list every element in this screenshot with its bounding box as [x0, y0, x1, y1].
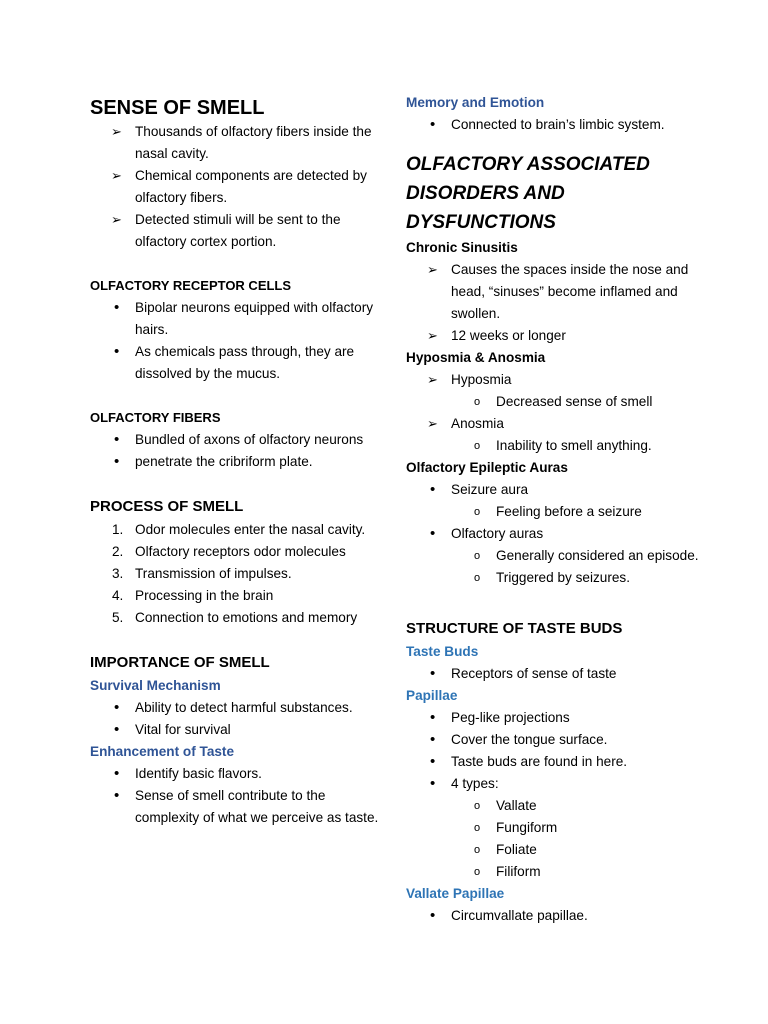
- arrow-bullet-icon: ➢: [111, 212, 122, 227]
- circle-bullet-icon: o: [474, 440, 481, 452]
- list-item: o Foliate: [406, 839, 706, 861]
- list-item: o Generally considered an episode.: [406, 545, 706, 567]
- list-item: ➢ Thousands of olfactory fibers inside the nasal cavity.: [90, 121, 380, 165]
- bullet-icon: •: [430, 116, 436, 133]
- bullet-icon: •: [114, 453, 120, 470]
- list-item: 4. Processing in the brain: [112, 588, 274, 603]
- survival-mechanism-subheading: Survival Mechanism: [90, 678, 221, 693]
- enhancement-of-taste-list: [90, 763, 380, 829]
- list-item: • Taste buds are found in here.: [406, 751, 706, 773]
- list-item: • Receptors of sense of taste: [406, 663, 706, 685]
- list-item: ➢ 12 weeks or longer: [406, 325, 706, 347]
- list-item: ➢ Hyposmia: [406, 369, 706, 391]
- taste-buds-list: [406, 663, 706, 685]
- list-item: ➢ Anosmia: [406, 413, 706, 435]
- disorders-heading: OLFACTORY ASSOCIATED DISORDERS AND DYSFUNCTIONS: [406, 154, 650, 233]
- arrow-bullet-icon: ➢: [427, 262, 438, 277]
- survival-mechanism-list: [90, 697, 380, 741]
- bullet-icon: •: [430, 775, 436, 792]
- list-item: ➢ Chemical components are detected by olfactory fibers.: [90, 165, 380, 209]
- list-item: 5. Connection to emotions and memory: [112, 610, 358, 625]
- memory-emotion-list: [406, 114, 706, 136]
- taste-buds-structure-heading: STRUCTURE OF TASTE BUDS: [406, 620, 623, 637]
- circle-bullet-icon: o: [474, 822, 481, 834]
- list-item: o Decreased sense of smell: [406, 391, 706, 413]
- circle-bullet-icon: o: [474, 866, 481, 878]
- list-item: • Connected to brain’s limbic system.: [406, 114, 706, 136]
- chronic-sinusitis-heading: Chronic Sinusitis: [406, 240, 518, 255]
- memory-emotion-subheading: Memory and Emotion: [406, 95, 545, 110]
- circle-bullet-icon: o: [474, 396, 481, 408]
- list-item: ➢ Detected stimuli will be sent to the olfactory cortex portion.: [90, 209, 380, 253]
- list-item: o Inability to smell anything.: [406, 435, 706, 457]
- enhancement-of-taste-subheading: Enhancement of Taste: [90, 744, 235, 759]
- hyposmia-anosmia-heading: Hyposmia & Anosmia: [406, 350, 546, 365]
- process-of-smell-heading: PROCESS OF SMELL: [90, 498, 244, 515]
- receptor-cells-heading: OLFACTORY RECEPTOR CELLS: [90, 278, 292, 293]
- papillae-subheading: Papillae: [406, 688, 458, 703]
- chronic-sinusitis-list: [406, 259, 706, 347]
- list-item: • Ability to detect harmful substances.: [90, 697, 380, 719]
- receptor-cells-list: [90, 297, 380, 385]
- arrow-bullet-icon: ➢: [427, 328, 438, 343]
- right-column: [406, 0, 706, 927]
- circle-bullet-icon: o: [474, 550, 481, 562]
- epileptic-auras-list: [406, 479, 706, 589]
- circle-bullet-icon: o: [474, 800, 481, 812]
- olfactory-fibers-list: [90, 429, 380, 473]
- list-item: 2. Olfactory receptors odor molecules: [112, 544, 346, 559]
- importance-of-smell-heading: IMPORTANCE OF SMELL: [90, 654, 270, 671]
- list-item: • Bipolar neurons equipped with olfactory hairs.: [114, 299, 374, 337]
- hyposmia-anosmia-list: [406, 369, 706, 457]
- bullet-icon: •: [430, 731, 436, 748]
- process-of-smell-list: [90, 519, 380, 629]
- list-item: o Vallate: [406, 795, 706, 817]
- olfactory-fibers-heading: OLFACTORY FIBERS: [90, 410, 221, 425]
- bullet-icon: •: [114, 299, 120, 316]
- bullet-icon: •: [430, 481, 436, 498]
- list-item: • Seizure aura: [406, 479, 706, 501]
- vallate-papillae-subheading: Vallate Papillae: [406, 886, 505, 901]
- papillae-list: [406, 707, 706, 883]
- list-item: • Bundled of axons of olfactory neurons: [90, 429, 380, 451]
- epileptic-auras-heading: Olfactory Epileptic Auras: [406, 460, 568, 475]
- bullet-icon: •: [114, 431, 120, 448]
- list-item: o Feeling before a seizure: [406, 501, 706, 523]
- list-item: o Filiform: [406, 861, 706, 883]
- list-item: • penetrate the cribriform plate.: [90, 451, 380, 473]
- list-item: 3. Transmission of impulses.: [112, 566, 292, 581]
- list-item: • 4 types:: [406, 773, 706, 795]
- bullet-icon: •: [114, 343, 120, 360]
- bullet-icon: •: [430, 665, 436, 682]
- circle-bullet-icon: o: [474, 506, 481, 518]
- bullet-icon: •: [430, 907, 436, 924]
- taste-buds-subheading: Taste Buds: [406, 644, 479, 659]
- arrow-bullet-icon: ➢: [111, 124, 122, 139]
- list-item: • As chemicals pass through, they are dissolved by the mucus.: [114, 343, 355, 381]
- left-column: [90, 0, 380, 829]
- arrow-bullet-icon: ➢: [427, 416, 438, 431]
- bullet-icon: •: [114, 699, 120, 716]
- arrow-bullet-icon: ➢: [427, 372, 438, 387]
- bullet-icon: •: [114, 787, 120, 804]
- list-item: • Vital for survival: [90, 719, 380, 741]
- vallate-papillae-list: [406, 905, 706, 927]
- list-item: • Olfactory auras: [406, 523, 706, 545]
- circle-bullet-icon: o: [474, 844, 481, 856]
- list-item: 1. Odor molecules enter the nasal cavity.: [112, 522, 366, 537]
- bullet-icon: •: [430, 525, 436, 542]
- list-item: • Circumvallate papillae.: [406, 905, 706, 927]
- list-item: o Triggered by seizures.: [406, 567, 706, 589]
- list-item: ➢ Causes the spaces inside the nose and head, “sinuses” become inflamed and swollen.: [406, 259, 706, 325]
- list-item: o Fungiform: [406, 817, 706, 839]
- bullet-icon: •: [430, 753, 436, 770]
- sense-of-smell-heading: SENSE OF SMELL: [90, 97, 265, 119]
- bullet-icon: •: [114, 765, 120, 782]
- list-item: • Cover the tongue surface.: [406, 729, 706, 751]
- bullet-icon: •: [114, 721, 120, 738]
- list-item: • Sense of smell contribute to the complexity of what we perceive as taste.: [114, 787, 379, 825]
- list-item: • Identify basic flavors.: [90, 763, 380, 785]
- sense-of-smell-list: [90, 121, 380, 253]
- list-item: • Peg-like projections: [406, 707, 706, 729]
- bullet-icon: •: [430, 709, 436, 726]
- arrow-bullet-icon: ➢: [111, 168, 122, 183]
- circle-bullet-icon: o: [474, 572, 481, 584]
